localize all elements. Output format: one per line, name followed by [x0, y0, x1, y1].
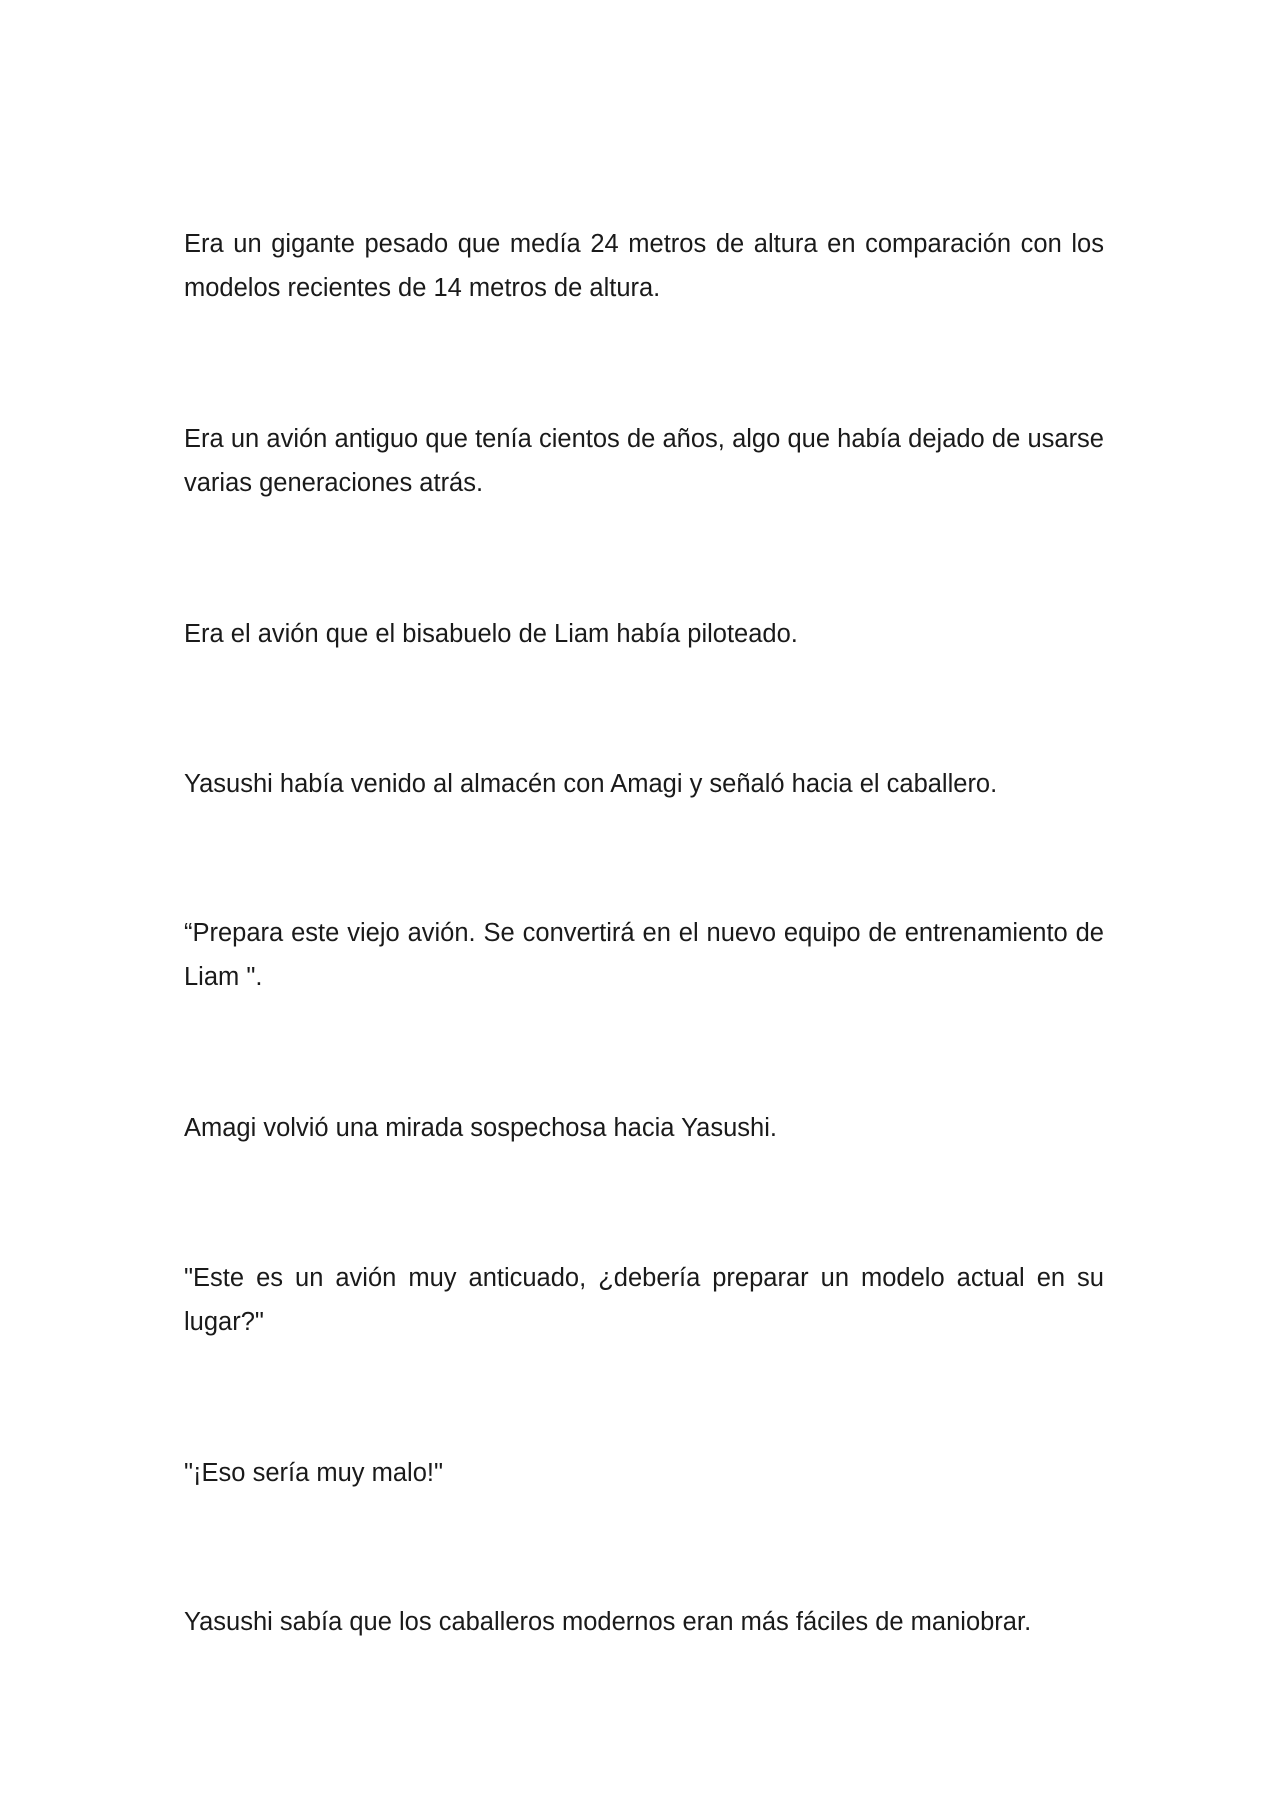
paragraph-5: “Prepara este viejo avión. Se convertirá en el nuevo equipo de entrenamiento de Liam ". — [184, 919, 1104, 991]
paragraph-2: Era un avión antiguo que tenía cientos de años, algo que había dejado de usarse varias generaciones atrás. — [184, 425, 1104, 497]
paragraph-1: Era un gigante pesado que medía 24 metros de altura en comparación con los modelos recientes de 14 metros de altura. — [184, 230, 1104, 302]
paragraph-3: Era el avión que el bisabuelo de Liam había piloteado. — [184, 620, 798, 648]
paragraph-7: "Este es un avión muy anticuado, ¿debería preparar un modelo actual en su lugar?" — [184, 1264, 1104, 1336]
paragraph-6: Amagi volvió una mirada sospechosa hacia Yasushi. — [184, 1114, 777, 1142]
paragraph-9: Yasushi sabía que los caballeros modernos eran más fáciles de maniobrar. — [184, 1608, 1032, 1636]
paragraph-4: Yasushi había venido al almacén con Amagi y señaló hacia el caballero. — [184, 770, 998, 798]
paragraph-8: "¡Eso sería muy malo!" — [184, 1459, 444, 1487]
